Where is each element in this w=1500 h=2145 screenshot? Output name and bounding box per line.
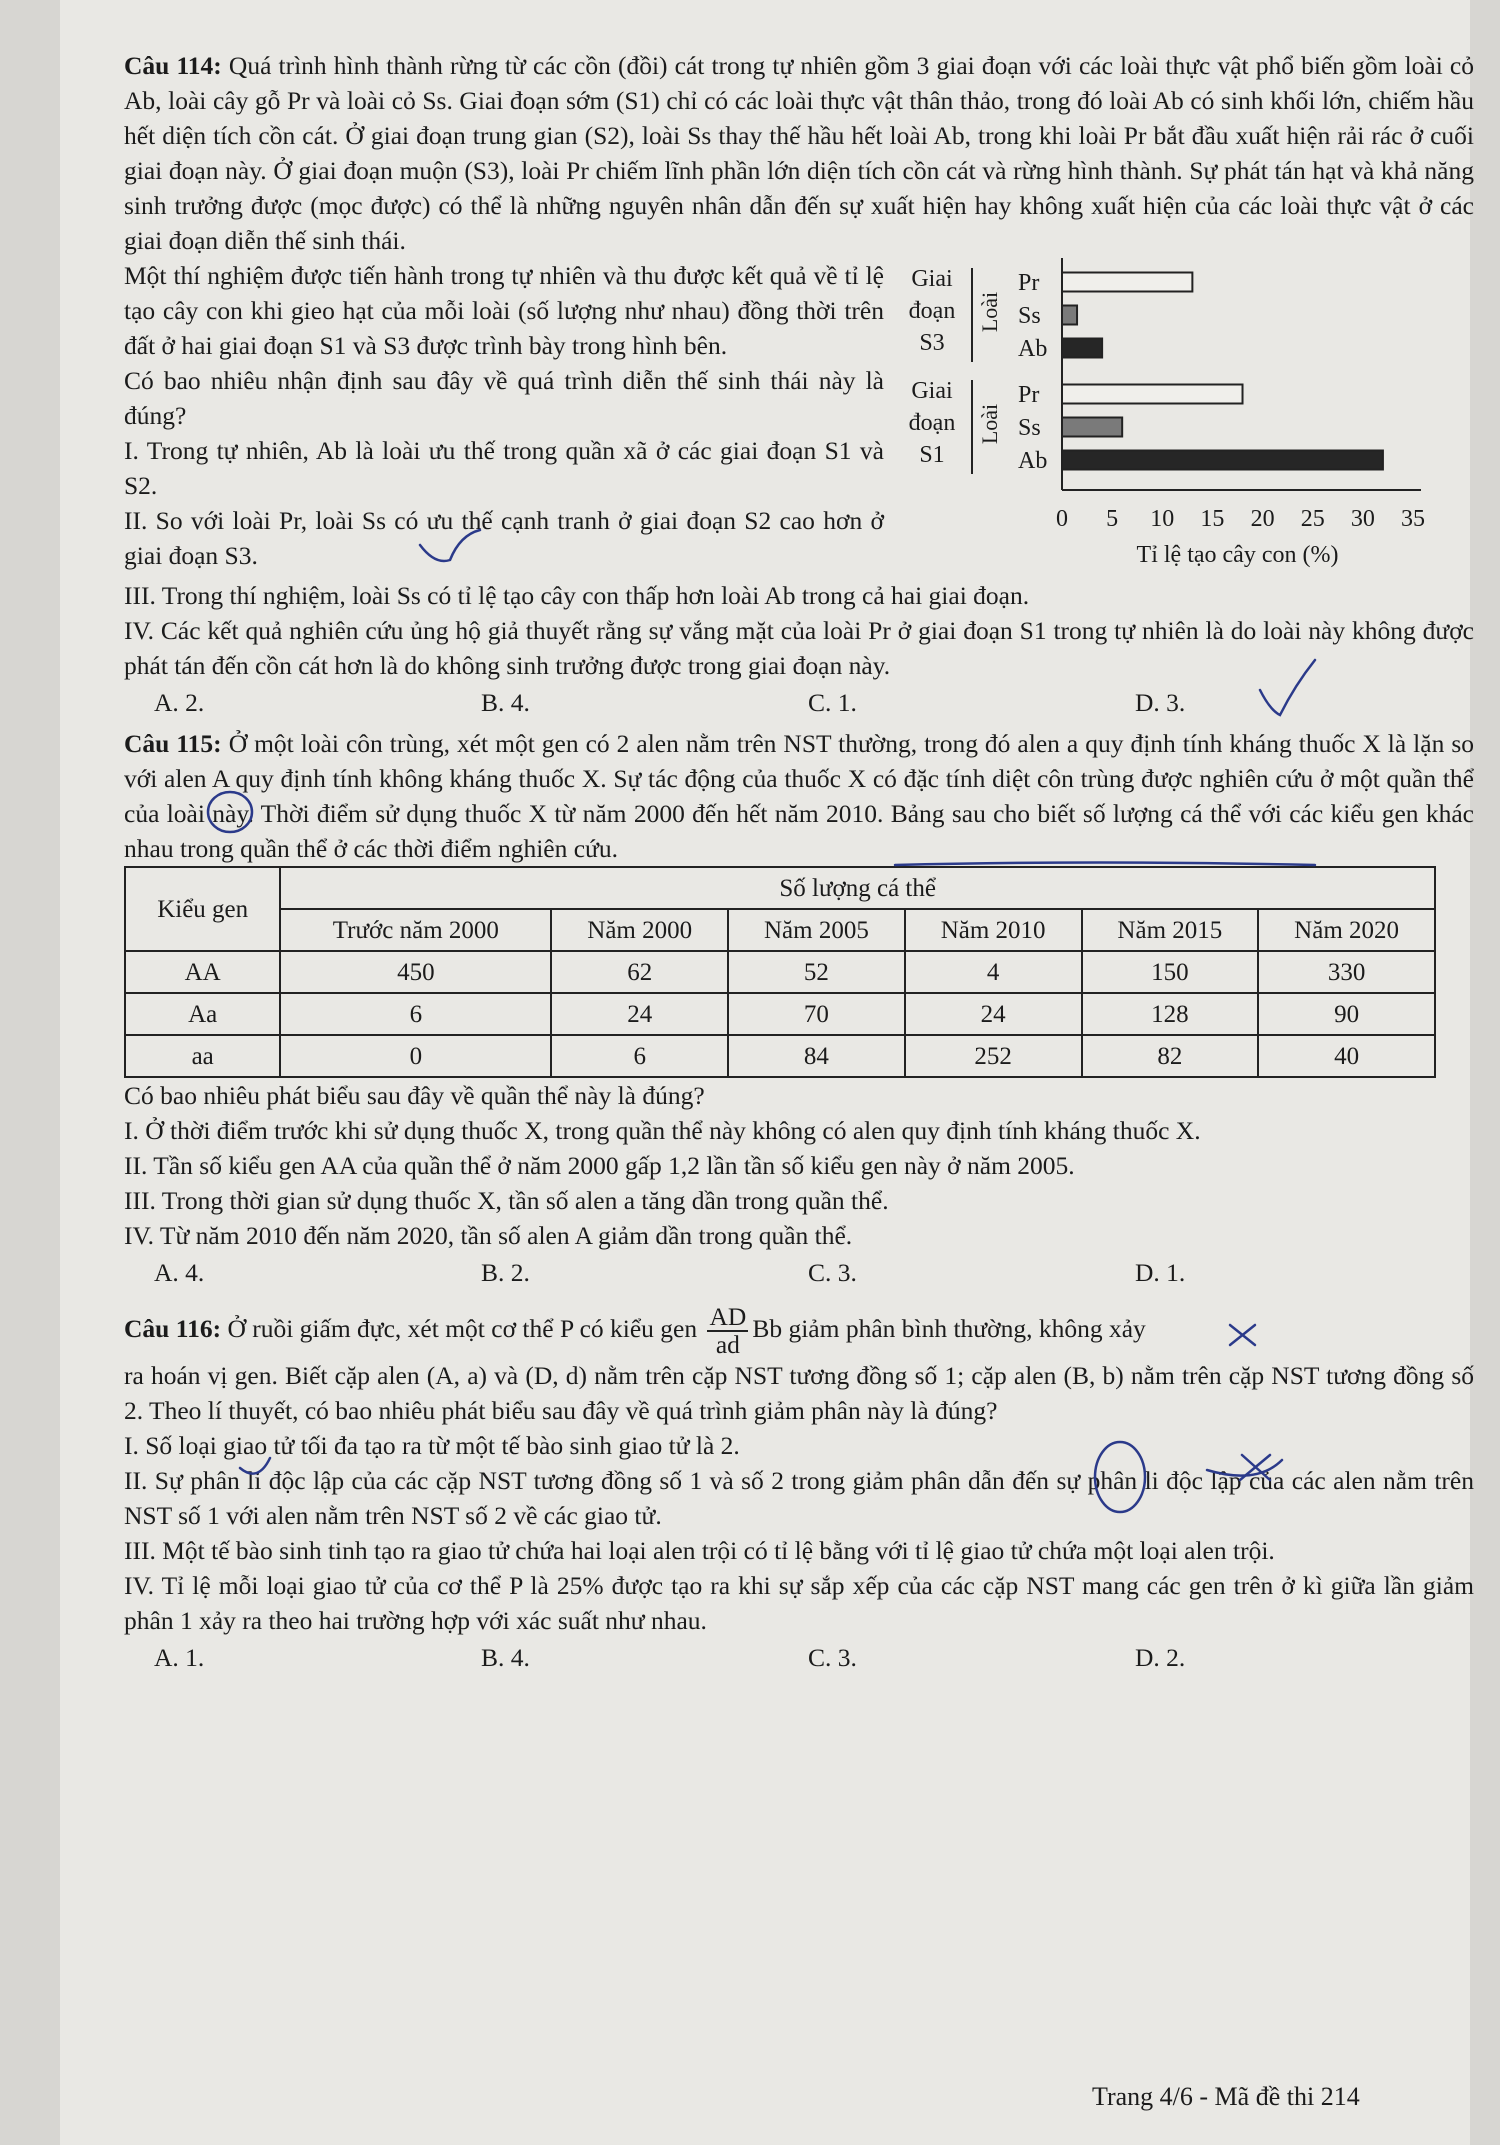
q114-experiment: Một thí nghiệm được tiến hành trong tự nhiên và thu được kết quả về tỉ lệ tạo cây con khi gieo hạt của mỗi loài (số lượng như nhau) đồng thời trên đất ở hai giai đoạn S1 và S3 được trình bày trong hình bên. (124, 261, 884, 360)
table-col-header: Năm 2005 (728, 909, 905, 951)
q115-statement-4: IV. Từ năm 2010 đến năm 2020, tần số alen A giảm dần trong quần thể. (124, 1221, 853, 1250)
q116-intro: Câu 116: Ở ruồi giấm đực, xét một cơ thể P có kiểu gen $\frac{AD}{ad}$ Bb giảm phân bình thường, không xảy (124, 1302, 1146, 1359)
q116-options (124, 1640, 1474, 1675)
x-tick-label: 25 (1300, 506, 1325, 532)
q115-option-a[interactable]: A. 4. (154, 1258, 205, 1287)
table-header-genotype: Kiểu gen (125, 867, 280, 951)
fraction-numerator: AD (709, 1302, 747, 1331)
fraction-denominator: ad (715, 1330, 740, 1359)
q115-option-d[interactable]: D. 1. (1135, 1258, 1186, 1287)
table-header-count: Số lượng cá thể (280, 867, 1435, 909)
seedling-chart-svg (898, 258, 1458, 578)
species-label: Pr (1018, 270, 1040, 296)
x-tick-label: 30 (1350, 506, 1375, 532)
table-cell: 52 (728, 951, 905, 993)
q114-label: Câu 114: (124, 51, 222, 80)
x-tick-label: 20 (1250, 506, 1275, 532)
page-footer: Trang 4/6 - Mã đề thi 214 (1092, 2082, 1360, 2111)
table-cell: 450 (280, 951, 551, 993)
table-cell: 330 (1258, 951, 1435, 993)
table-col-header: Năm 2015 (1082, 909, 1259, 951)
row-label: AA (125, 951, 280, 993)
q116-statement-2: II. Sự phân li độc lập của các cặp NST tương đồng số 1 và số 2 trong giảm phân dẫn đến sự phân li độc lập của các alen nằm trên NST số 1 với alen nằm trên NST số 2 về các giao tử. (124, 1466, 1474, 1530)
q116-option-b[interactable]: B. 4. (481, 1643, 530, 1672)
q116-statement-3: III. Một tế bào sinh tinh tạo ra giao tử chứa hai loại alen trội có tỉ lệ bằng với tỉ lệ giao tử chứa một loại alen trội. (124, 1536, 1275, 1565)
species-axis-label: Loài (977, 291, 1002, 333)
table-header-row (125, 909, 1435, 951)
species-label: Ss (1018, 303, 1041, 329)
q114-option-c[interactable]: C. 1. (808, 688, 857, 717)
q116-intro-cont: ra hoán vị gen. Biết cặp alen (A, a) và (D, d) nằm trên cặp NST tương đồng số 1; cặp alen (B, b) nằm trên cặp NST tương đồng số 2. Theo lí thuyết, có bao nhiêu phát biểu sau đây về quá trình giảm phân này là đúng? (124, 1361, 1474, 1425)
group-label: S1 (919, 442, 945, 468)
q114-intro: Câu 114: Quá trình hình thành rừng từ các cồn (đồi) cát trong tự nhiên gồm 3 giai đoạn với các loài thực vật phổ biến gồm loài cỏ Ab, loài cây gỗ Pr và loài cỏ Ss. Giai đoạn sớm (S1) chỉ có các loài thực vật thân thảo, trong đó loài Ab có sinh khối lớn, chiếm hầu hết diện tích cồn cát. Ở giai đoạn trung gian (S2), loài Ss thay thế hầu hết loài Ab, trong khi loài Pr bắt đầu xuất hiện rải rác ở cuối giai đoạn này. Ở giai đoạn muộn (S3), loài Pr chiếm lĩnh phần lớn diện tích cồn cát và rừng hình thành. Sự phát tán hạt và khả năng sinh trưởng được (mọc được) có thể là những nguyên nhân dẫn đến sự xuất hiện hay không xuất hiện của các loài thực vật ở các giai đoạn diễn thế sinh thái. (124, 51, 1474, 255)
q115-statement-2: II. Tần số kiểu gen AA của quần thể ở năm 2000 gấp 1,2 lần tần số kiểu gen này ở năm 2005. (124, 1151, 1075, 1180)
species-label: Ab (1018, 336, 1048, 362)
group-label: đoạn (908, 410, 956, 436)
group-label: Giai (911, 266, 953, 292)
q116-option-d[interactable]: D. 2. (1135, 1643, 1186, 1672)
q114-left-column (124, 258, 884, 578)
bar-ss-s3 (1062, 306, 1077, 325)
species-axis-label: Loài (977, 403, 1002, 445)
q114-statement-2: II. So với loài Pr, loài Ss có ưu thế cạnh tranh ở giai đoạn S2 cao hơn ở giai đoạn S3. (124, 506, 884, 570)
bar-pr-s1 (1062, 385, 1243, 404)
table-col-header: Trước năm 2000 (280, 909, 551, 951)
table-col-header: Năm 2020 (1258, 909, 1435, 951)
q115-question: Có bao nhiêu phát biểu sau đây về quần thể này là đúng? (124, 1081, 705, 1110)
table-row (125, 1035, 1435, 1077)
x-tick-label: 5 (1106, 506, 1119, 532)
q115-option-b[interactable]: B. 2. (481, 1258, 530, 1287)
table-cell: 0 (280, 1035, 551, 1077)
q114-experiment-block (124, 258, 1474, 578)
genotype-table (124, 866, 1436, 1078)
species-label: Ab (1018, 448, 1048, 474)
table-cell: 4 (905, 951, 1082, 993)
seedling-chart (898, 258, 1458, 578)
bar-ab-s3 (1062, 339, 1102, 358)
q116-option-c[interactable]: C. 3. (808, 1643, 857, 1672)
q114-option-a[interactable]: A. 2. (154, 688, 205, 717)
row-label: aa (125, 1035, 280, 1077)
q115-statement-3: III. Trong thời gian sử dụng thuốc X, tần số alen a tăng dần trong quần thể. (124, 1186, 889, 1215)
table-cell: 82 (1082, 1035, 1259, 1077)
row-label: Aa (125, 993, 280, 1035)
table-cell: 252 (905, 1035, 1082, 1077)
table-cell: 128 (1082, 993, 1259, 1035)
q115-option-c[interactable]: C. 3. (808, 1258, 857, 1287)
table-cell: 150 (1082, 951, 1259, 993)
group-label: đoạn (908, 298, 956, 324)
q115-statement-1: I. Ở thời điểm trước khi sử dụng thuốc X, trong quần thể này không có alen quy định tính kháng thuốc X. (124, 1116, 1201, 1145)
table-cell: 70 (728, 993, 905, 1035)
q114-statement-3: III. Trong thí nghiệm, loài Ss có tỉ lệ tạo cây con thấp hơn loài Ab trong cả hai giai đoạn. (124, 581, 1030, 610)
group-label: Giai (911, 378, 953, 404)
table-cell: 62 (551, 951, 728, 993)
bar-pr-s3 (1062, 273, 1192, 292)
species-label: Ss (1018, 415, 1041, 441)
x-tick-label: 15 (1200, 506, 1225, 532)
table-cell: 6 (280, 993, 551, 1035)
q116-statement-1: I. Số loại giao tử tối đa tạo ra từ một tế bào sinh giao tử là 2. (124, 1431, 740, 1460)
table-cell: 40 (1258, 1035, 1435, 1077)
table-cell: 84 (728, 1035, 905, 1077)
x-axis-title: Tỉ lệ tạo cây con (%) (1136, 542, 1339, 568)
q114-option-d[interactable]: D. 3. (1135, 688, 1186, 717)
q114-question: Có bao nhiêu nhận định sau đây về quá trình diễn thế sinh thái này là đúng? (124, 366, 884, 430)
genotype-fraction (707, 1304, 748, 1358)
q115-options (124, 1255, 1474, 1290)
table-cell: 24 (551, 993, 728, 1035)
q116-label: Câu 116: (124, 1313, 222, 1343)
q116-statement-4: IV. Tỉ lệ mỗi loại giao tử của cơ thể P là 25% được tạo ra khi sự sắp xếp của các cặp NST mang các gen trên ở kì giữa lần giảm phân 1 xảy ra theo hai trường hợp với xác suất như nhau. (124, 1571, 1474, 1635)
page-content (124, 48, 1474, 1681)
table-row (125, 951, 1435, 993)
q116-option-a[interactable]: A. 1. (154, 1643, 205, 1672)
group-label: S3 (919, 330, 945, 356)
q114-statement-1: I. Trong tự nhiên, Ab là loài ưu thế trong quần xã ở các giai đoạn S1 và S2. (124, 436, 884, 500)
bar-ss-s1 (1062, 418, 1122, 437)
exam-page (60, 0, 1475, 2145)
q115-intro: Câu 115: Ở một loài côn trùng, xét một gen có 2 alen nằm trên NST thường, trong đó alen a quy định tính kháng thuốc X là lặn so với alen A quy định tính không kháng thuốc X. Sự tác động của thuốc X có đặc tính diệt côn trùng được nghiên cứu ở một quần thể của loài này. Thời điểm sử dụng thuốc X từ năm 2000 đến hết năm 2010. Bảng sau cho biết số lượng cá thể với các kiểu gen khác nhau trong quần thể ở các thời điểm nghiên cứu. (124, 729, 1475, 863)
x-tick-label: 10 (1150, 506, 1175, 532)
x-tick-label: 0 (1056, 506, 1068, 532)
table-cell: 6 (551, 1035, 728, 1077)
x-tick-label: 35 (1401, 506, 1425, 532)
q114-statement-4: IV. Các kết quả nghiên cứu ủng hộ giả thuyết rằng sự vắng mặt của loài Pr ở giai đoạn S1 trong tự nhiên là do loài này không được phát tán đến cồn cát hơn là do không sinh trưởng được trong giai đoạn này. (124, 616, 1474, 680)
q115-label: Câu 115: (124, 729, 222, 758)
q114-option-b[interactable]: B. 4. (481, 688, 530, 717)
table-row (125, 993, 1435, 1035)
table-col-header: Năm 2010 (905, 909, 1082, 951)
bar-ab-s1 (1062, 451, 1383, 470)
q114-options (124, 685, 1474, 720)
table-cell: 90 (1258, 993, 1435, 1035)
species-label: Pr (1018, 382, 1040, 408)
table-col-header: Năm 2000 (551, 909, 728, 951)
table-cell: 24 (905, 993, 1082, 1035)
